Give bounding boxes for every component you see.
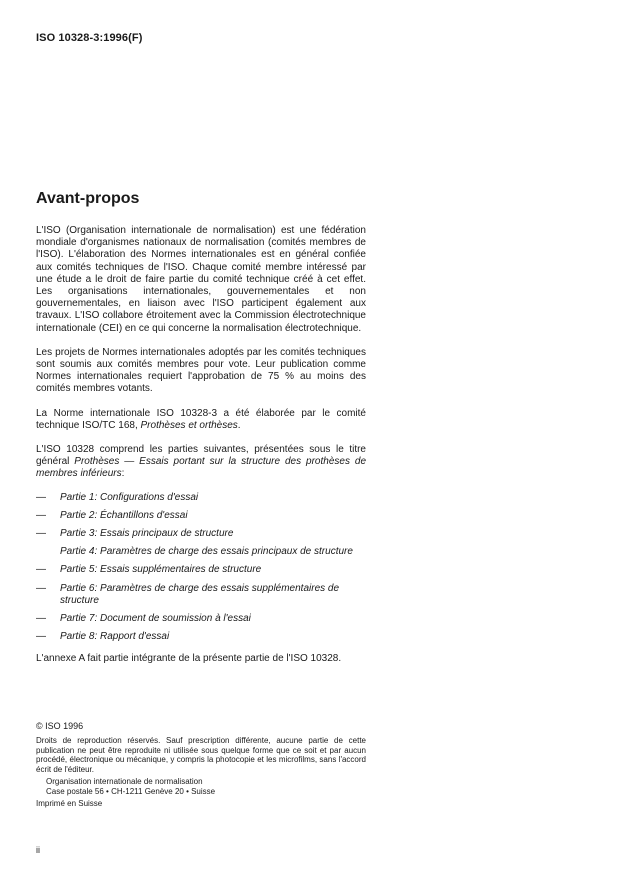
list-dash: — xyxy=(36,509,46,521)
list-dash: — xyxy=(36,582,46,594)
list-item xyxy=(36,613,366,625)
list-item-text: Partie 2: Échantillons d'essai xyxy=(60,509,188,521)
parts-intro-prefix: L'ISO 10328 comprend les parties suivantes, présentées sous le titre général xyxy=(36,444,366,468)
list-item xyxy=(36,492,366,504)
general-title: Prothèses — Essais portant sur la structure des prothèses de membres inférieurs xyxy=(36,456,367,480)
postal-address: Case postale 56 • CH-1211 Genève 20 • Suisse xyxy=(46,786,216,796)
list-item xyxy=(36,631,366,643)
list-item-text: Partie 4: Paramètres de charge des essais principaux de structure xyxy=(60,546,353,558)
copyright-block xyxy=(36,722,366,808)
committee-title: Prothèses et orthèses xyxy=(140,419,238,431)
parts-intro-paragraph xyxy=(36,444,366,481)
foreword-title: Avant-propos xyxy=(36,190,140,207)
list-item xyxy=(36,564,366,576)
rights-notice: Droits de reproduction réservés. Sauf prescription différente, aucune partie de cette publication ne peut être reproduite ni utilisée sous quelque forme que ce soit et par aucun procédé, électronique ou mécanique, y compris la photocopie et les microfilms, sans l'accord écrit de l'éditeur. xyxy=(36,735,366,775)
copyright-line: © ISO 1996 xyxy=(36,721,84,731)
list-item xyxy=(36,528,366,540)
list-dash: — xyxy=(36,631,46,643)
list-item-text: Partie 3: Essais principaux de structure xyxy=(60,528,234,540)
list-item-text: Partie 8: Rapport d'essai xyxy=(60,631,170,643)
list-dash: — xyxy=(36,528,46,540)
list-item xyxy=(36,583,366,607)
list-item-text: Partie 7: Document de soumission à l'essai xyxy=(60,613,251,625)
list-item xyxy=(36,510,366,522)
list-item xyxy=(36,546,366,558)
list-dash: — xyxy=(36,613,46,625)
annex-note: L'annexe A fait partie intégrante de la présente partie de l'ISO 10328. xyxy=(36,653,342,665)
adoption-paragraph xyxy=(36,408,366,432)
adoption-suffix: . xyxy=(237,419,241,431)
printed-in: Imprimé en Suisse xyxy=(36,798,103,808)
foreword-paragraph-1: L'ISO (Organisation internationale de normalisation) est une fédération mondiale d'organismes nationaux de normalisation (comités membres de l'ISO). L'élaboration des Normes internationales est en général confiée aux comités techniques de l'ISO. Chaque comité membre intéressé par une étude a le droit de faire partie du comité technique créé à cet effet. Les organisations internationales, gouvernementales et non gouvernementales, en liaison avec l'ISO participent également aux travaux. L'ISO collabore étroitement avec la Commission électrotechnique internationale (CEI) en ce qui concerne la normalisation électrotechnique. xyxy=(36,225,366,334)
adoption-prefix: La Norme internationale ISO 10328-3 a été élaborée par le comité technique ISO/TC 168, xyxy=(36,407,366,431)
list-item-text: Partie 1: Configurations d'essai xyxy=(60,491,199,503)
list-item-text: Partie 5: Essais supplémentaires de structure xyxy=(60,564,262,576)
list-dash: — xyxy=(36,491,46,503)
document-id: ISO 10328-3:1996(F) xyxy=(36,32,143,44)
foreword-paragraph-2: Les projets de Normes internationales adoptés par les comités techniques sont soumis aux comités membres pour vote. Leur publication comme Normes internationales requiert l'approbation de 75 % au moins des comités membres votants. xyxy=(36,346,366,395)
foreword-body xyxy=(36,225,366,678)
list-item-text: Partie 6: Paramètres de charge des essais supplémentaires de structure xyxy=(60,582,340,606)
parts-list xyxy=(36,492,366,644)
organization-name: Organisation internationale de normalisation xyxy=(46,776,203,786)
list-dash: — xyxy=(36,564,46,576)
page-number: ii xyxy=(36,845,40,855)
parts-intro-suffix: : xyxy=(121,468,125,480)
